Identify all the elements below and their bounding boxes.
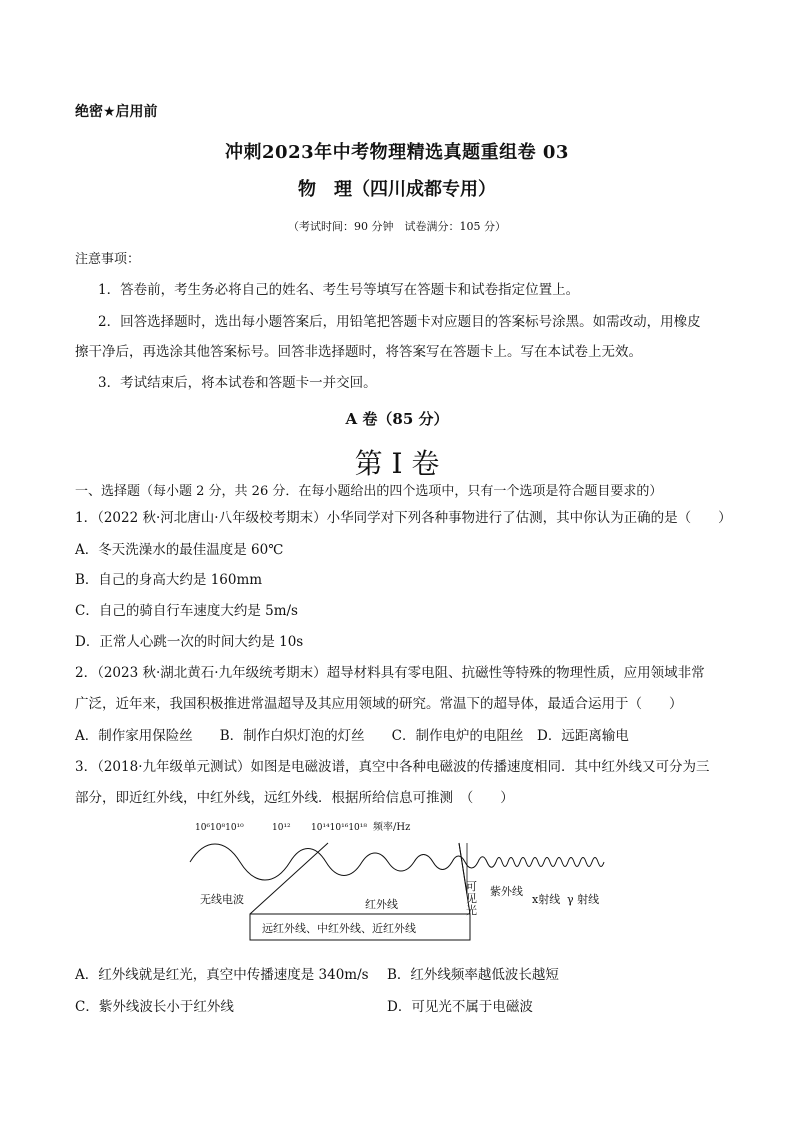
freq-label-right: 10¹⁴10¹⁶10¹⁸ — [311, 823, 368, 833]
em-spectrum-diagram — [185, 818, 615, 953]
gamma-label: γ 射线 — [567, 893, 600, 906]
volume-heading: 第 I 卷 — [354, 447, 440, 480]
q1-option-d: D．正常人心跳一次的时间大约是 10s — [75, 634, 304, 650]
section1-heading: 一、选择题（每小题 2 分，共 26 分．在每小题给出的四个选项中，只有一个选项是符合题目要求的） — [75, 484, 663, 499]
q2-stem-line1: 2．（2023 秋·湖北黄石·九年级统考期末）超导材料具有零电阻、抗磁性等特殊的物理性质，应用领域非常 — [75, 665, 705, 681]
page-title: 冲刺2023年中考物理精选真题重组卷 03 — [225, 142, 569, 163]
uv-label: 紫外线 — [490, 885, 523, 898]
confidential-label: 绝密★启用前 — [75, 104, 158, 120]
note-item-3: 3．考试结束后，将本试卷和答题卡一并交回。 — [98, 375, 377, 391]
infrared-label: 红外线 — [365, 898, 398, 911]
xray-label: x射线 — [532, 893, 561, 906]
q1-option-b: B．自己的身高大约是 160mm — [75, 572, 263, 588]
q3-stem-line2: 部分，即近红外线，中红外线，远红外线．根据所给信息可推测 （ ） — [75, 790, 514, 806]
radio-wave-label: 无线电波 — [200, 893, 244, 906]
note-item-1: 1．答卷前，考生务必将自己的姓名、考生号等填写在答题卡和试卷指定位置上。 — [98, 282, 580, 298]
ir-parts-label: 远红外线、中红外线、近红外线 — [262, 922, 416, 935]
q3-option-a: A．红外线就是红光，真空中传播速度是 340m/s — [75, 967, 369, 983]
freq-label-left: 10⁶10⁸10¹⁰ — [195, 823, 244, 833]
q2-stem-line2: 广泛，近年来，我国积极推进常温超导及其应用领域的研究。常温下的超导体，最适合运用于（ ） — [75, 696, 683, 712]
page-subtitle: 物 理（四川成都专用） — [298, 179, 496, 200]
ir-pointer-left — [250, 843, 328, 914]
visible-label-2: 见 — [466, 892, 477, 905]
q2-options: A．制作家用保险丝 B．制作白炽灯泡的灯丝 C．制作电炉的电阻丝 D．远距离输电 — [75, 728, 629, 744]
q1-option-a: A．冬天洗澡水的最佳温度是 60℃ — [75, 542, 284, 558]
spectrum-wave — [190, 844, 604, 880]
note-item-2-cont: 擦干净后，再选涂其他答案标号。回答非选择题时，将答案写在答题卡上。写在本试卷上无效。 — [75, 344, 642, 360]
visible-label-1: 可 — [466, 880, 477, 893]
note-item-2: 2．回答选择题时，选出每小题答案后，用铅笔把答题卡对应题目的答案标号涂黑。如需改动，用橡皮 — [98, 314, 701, 330]
exam-info: （考试时间：90 分钟 试卷满分：105 分） — [288, 220, 506, 233]
freq-label-mid: 10¹² — [272, 823, 291, 833]
q3-option-b: B．红外线频率越低波长越短 — [387, 967, 559, 983]
q1-stem: 1．（2022 秋·河北唐山·八年级校考期末）小华同学对下列各种事物进行了估测，其中你认为正确的是（ ） — [75, 510, 732, 526]
section-a-heading: A 卷（85 分） — [345, 410, 449, 428]
q3-option-d: D．可见光不属于电磁波 — [387, 999, 533, 1015]
notes-title: 注意事项： — [75, 252, 141, 267]
freq-unit-label: 频率/Hz — [373, 822, 411, 833]
q3-stem-line1: 3．（2018·九年级单元测试）如图是电磁波谱，真空中各种电磁波的传播速度相同．其中红外线又可分为三 — [75, 759, 710, 775]
visible-label-3: 光 — [466, 904, 477, 917]
q1-option-c: C．自己的骑自行车速度大约是 5m/s — [75, 603, 298, 619]
q3-option-c: C．紫外线波长小于红外线 — [75, 999, 234, 1015]
